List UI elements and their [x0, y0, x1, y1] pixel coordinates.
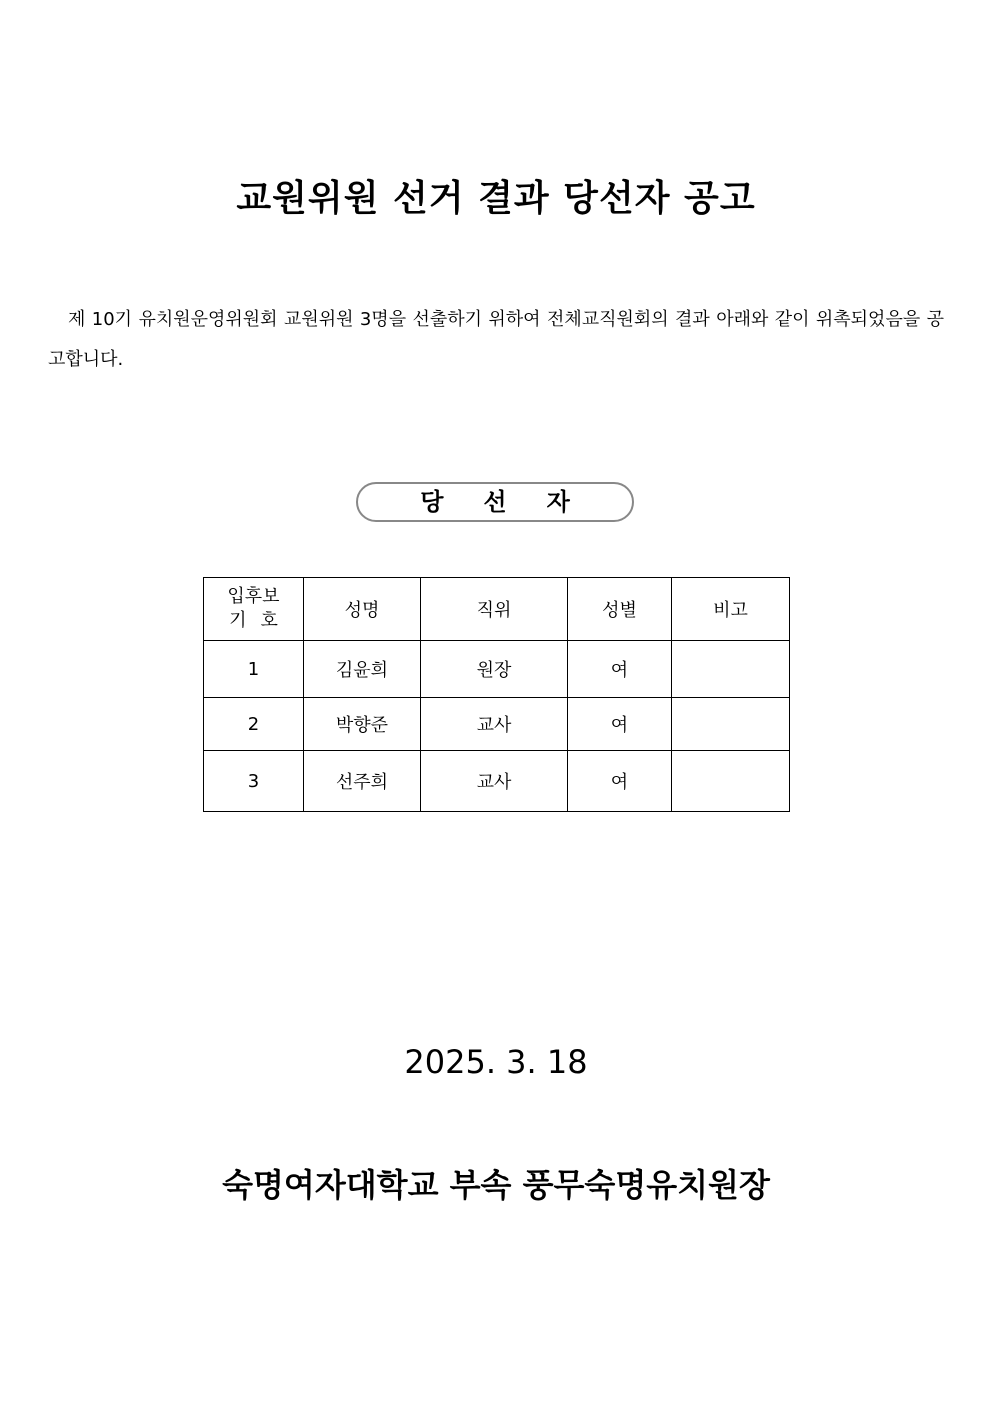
header-note: 비고 [672, 578, 790, 641]
header-position: 직위 [421, 578, 568, 641]
header-candidate-number-line1: 입후보 [227, 586, 280, 607]
winners-table [203, 577, 790, 812]
header-candidate-number-line2: 기호 [229, 610, 292, 631]
cell-gender: 여 [568, 641, 672, 698]
cell-note [672, 698, 790, 751]
table-header-row [204, 578, 790, 641]
cell-name: 박향준 [304, 698, 421, 751]
issuing-organization: 숙명여자대학교 부속 풍무숙명유치원장 [222, 1166, 770, 1204]
section-label-winners: 당선자 [356, 482, 634, 522]
cell-name: 김윤희 [304, 641, 421, 698]
cell-note [672, 641, 790, 698]
cell-note [672, 751, 790, 812]
cell-gender: 여 [568, 698, 672, 751]
cell-number: 2 [204, 698, 304, 751]
cell-position: 원장 [421, 641, 568, 698]
notice-intro: 제 10기 유치원운영위원회 교원위원 3명을 선출하기 위하여 전체교직원회의 결과 아래와 같이 위촉되었음을 공고합니다. [48, 309, 944, 370]
cell-number: 1 [204, 641, 304, 698]
cell-name: 선주희 [304, 751, 421, 812]
table-row [204, 698, 790, 751]
header-name: 성명 [304, 578, 421, 641]
table-row [204, 641, 790, 698]
cell-position: 교사 [421, 698, 568, 751]
cell-gender: 여 [568, 751, 672, 812]
table-row [204, 751, 790, 812]
notice-date: 2025. 3. 18 [404, 1043, 588, 1081]
header-candidate-number [204, 578, 304, 641]
header-gender: 성별 [568, 578, 672, 641]
notice-title: 교원위원 선거 결과 당선자 공고 [236, 178, 756, 219]
cell-position: 교사 [421, 751, 568, 812]
cell-number: 3 [204, 751, 304, 812]
